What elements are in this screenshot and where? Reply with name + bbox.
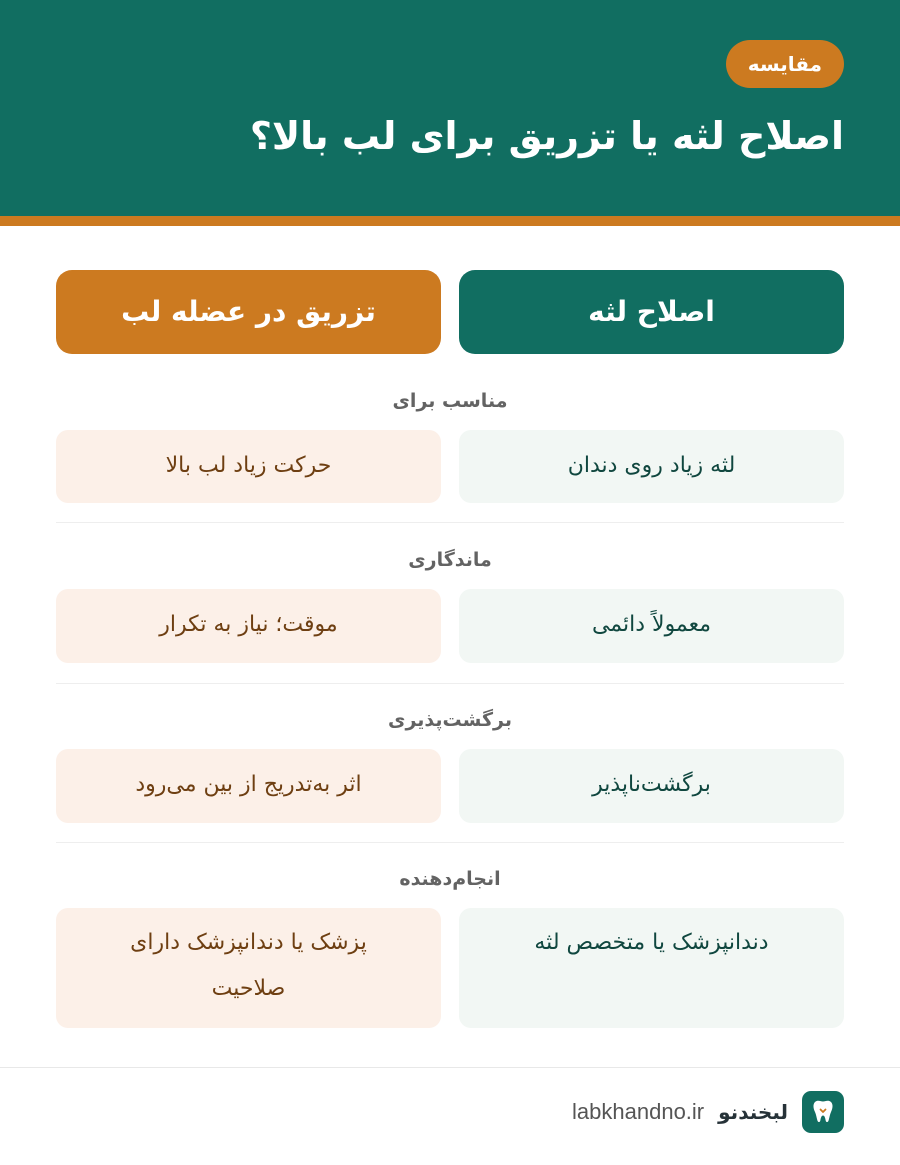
cell-injection-performer: پزشک یا دندانپزشک دارای صلاحیت <box>56 908 441 1028</box>
tooth-icon-glyph <box>811 1099 835 1125</box>
cell-gum-suitable-for: لثه زیاد روی دندان <box>459 430 844 503</box>
cell-injection-reversibility: اثر به‌تدریج از بین می‌رود <box>56 749 441 823</box>
footer-brand <box>572 1090 844 1134</box>
tooth-icon <box>802 1091 844 1133</box>
row-divider <box>56 522 844 523</box>
column-header-gum-correction: اصلاح لثه <box>459 270 844 354</box>
page-title: اصلاح لثه یا تزریق برای لب بالا؟ <box>249 114 844 158</box>
row-divider <box>56 842 844 843</box>
cell-gum-performer: دندانپزشک یا متخصص لثه <box>459 908 844 1028</box>
brand-name: لبخندنو <box>718 1100 788 1124</box>
row-label-suitable-for: مناسب برای <box>392 390 508 412</box>
row-label-reversibility: برگشت‌پذیری <box>388 709 512 731</box>
footer-divider <box>0 1067 900 1068</box>
row-divider <box>56 683 844 684</box>
comparison-badge: مقایسه <box>726 40 844 88</box>
cell-injection-suitable-for: حرکت زیاد لب بالا <box>56 430 441 503</box>
column-header-lip-injection: تزریق در عضله لب <box>56 270 441 354</box>
cell-injection-durability: موقت؛ نیاز به تکرار <box>56 589 441 663</box>
brand-url[interactable]: labkhandno.ir <box>572 1099 705 1124</box>
row-label-durability: ماندگاری <box>408 549 492 571</box>
cell-gum-durability: معمولاً دائمی <box>459 589 844 663</box>
row-label-performer: انجام‌دهنده <box>399 868 501 890</box>
cell-gum-reversibility: برگشت‌ناپذیر <box>459 749 844 823</box>
header-accent-stripe <box>0 216 900 226</box>
